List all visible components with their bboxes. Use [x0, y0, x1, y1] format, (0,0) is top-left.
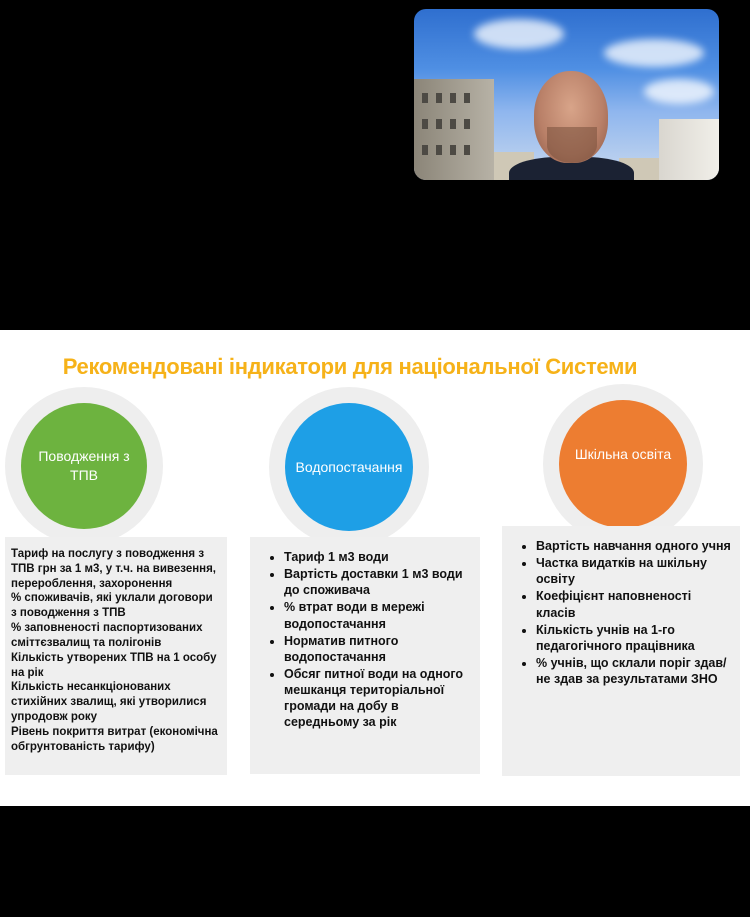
- indicator-item: Тариф на послугу з поводження з ТПВ грн за 1 м3, у т.ч. на вивезення, перероблення, захоронення: [11, 548, 217, 590]
- category-label: Поводження з: [38, 448, 130, 465]
- video-tile[interactable]: [414, 9, 719, 180]
- indicator-item: Кількість утворених ТПВ на 1 особу на рік: [11, 651, 217, 679]
- category-circle-education: [559, 400, 687, 528]
- slide-title: Рекомендовані індикатори для національної Системи: [62, 354, 638, 379]
- indicator-item: Рівень покриття витрат (економічна обгрунтованість тарифу): [11, 725, 218, 753]
- indicator-item: • Вартість навчання одного учня: [536, 538, 734, 554]
- indicator-item: • % втрат води в мережі водопостачання: [284, 599, 472, 631]
- category-label: Водопостачання: [295, 458, 403, 475]
- indicator-list: [510, 538, 734, 687]
- participant-beard: [547, 127, 597, 163]
- indicator-item: • Обсяг питної води на одного мешканця територіальної громади на добу в середньому за рік: [284, 666, 472, 731]
- cloud-shape: [604, 39, 704, 67]
- category-label: ТПВ: [70, 467, 98, 483]
- indicator-card-waste: [5, 537, 227, 775]
- building-right: [659, 119, 719, 180]
- indicator-item: • Кількість учнів на 1-го педагогічного працівника: [536, 622, 734, 654]
- indicator-item: • Частка видатків на шкільну освіту: [536, 555, 734, 587]
- category-circle-waste: [21, 403, 147, 529]
- indicator-item: • Тариф 1 м3 води: [284, 549, 472, 565]
- category-label: Шкільна освіта: [574, 445, 672, 462]
- indicator-card-water: [250, 537, 480, 774]
- indicator-item: • Коефіцієнт наповненості класів: [536, 588, 734, 620]
- indicator-item: % споживачів, які уклали договори з поводження з ТПВ: [11, 592, 213, 620]
- category-circle-water: [285, 403, 413, 531]
- indicator-list: [258, 549, 472, 730]
- indicator-item: • Вартість доставки 1 м3 води до споживача: [284, 566, 472, 598]
- presentation-slide: [0, 330, 750, 806]
- indicator-item: • % учнів, що склали поріг здав/не здав за результатами ЗНО: [536, 655, 734, 687]
- cloud-shape: [644, 79, 714, 104]
- indicator-item: % заповненості паспортизованих сміттєзвалищ та полігонів: [11, 622, 203, 649]
- building-left: [414, 79, 494, 180]
- indicator-item: • Норматив питного водопостачання: [284, 633, 472, 665]
- cloud-shape: [474, 19, 564, 49]
- indicator-card-education: [502, 526, 740, 776]
- indicator-item: Кількість несанкціонованих стихійних звалищ, які утворилися упродовж року: [11, 681, 207, 724]
